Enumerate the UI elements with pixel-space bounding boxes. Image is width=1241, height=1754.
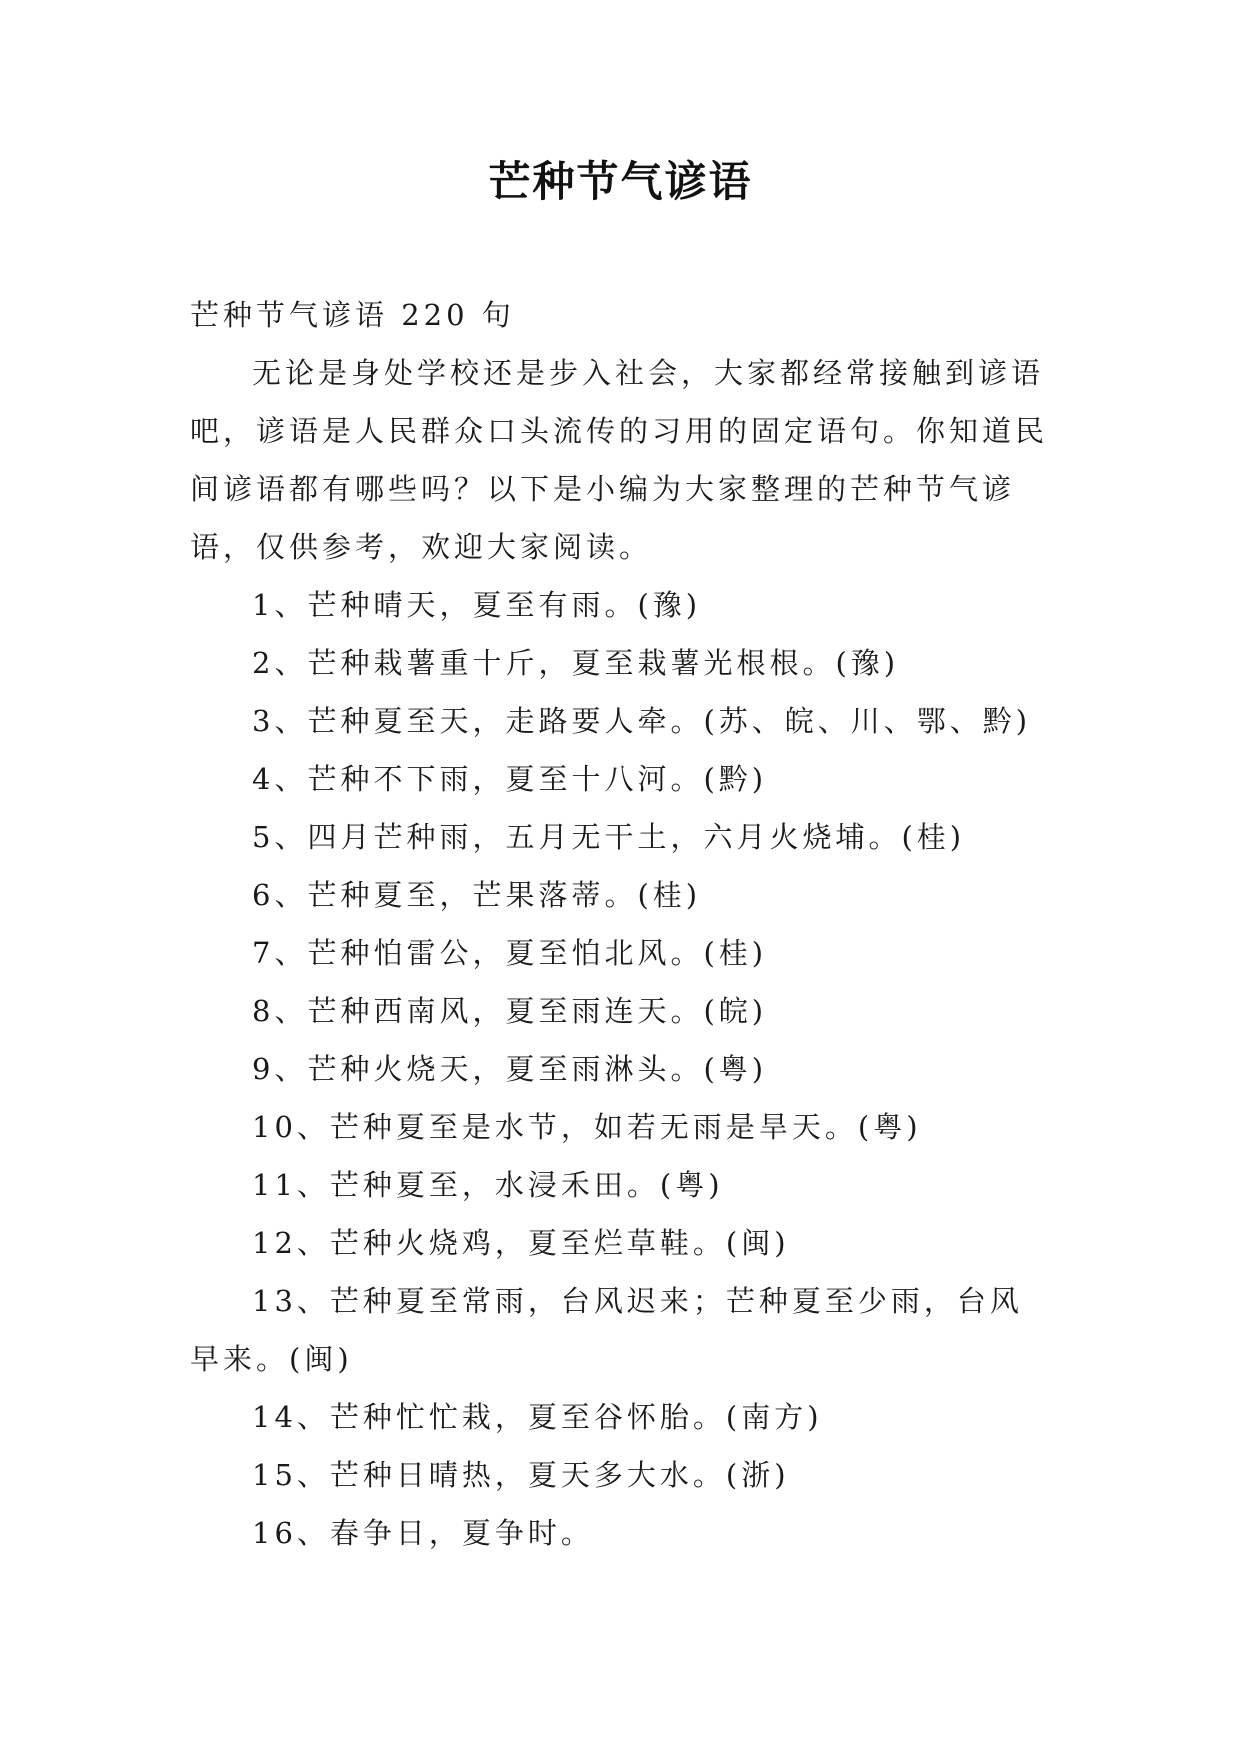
- saying-item: 3、芒种夏至天，走路要人牵。(苏、皖、川、鄂、黔): [252, 704, 1032, 738]
- saying-item: 1、芒种晴天，夏至有雨。(豫): [252, 588, 702, 622]
- saying-item: 6、芒种夏至，芒果落蒂。(桂): [252, 878, 702, 912]
- saying-item: 14、芒种忙忙栽，夏至谷怀胎。(南方): [252, 1400, 823, 1434]
- saying-item: 8、芒种西南风，夏至雨连天。(皖): [252, 994, 768, 1028]
- saying-item: 10、芒种夏至是水节，如若无雨是旱天。(粤): [252, 1110, 922, 1144]
- saying-item: 2、芒种栽薯重十斤，夏至栽薯光根根。(豫): [252, 646, 900, 680]
- intro-paragraph: 无论是身处学校还是步入社会，大家都经常接触到谚语吧，谚语是人民群众口头流传的习用的固定语句。你知道民间谚语都有哪些吗？以下是小编为大家整理的芒种节气谚语，仅供参考，欢迎大家阅读。: [190, 356, 1049, 564]
- saying-item: 12、芒种火烧鸡，夏至烂草鞋。(闽): [252, 1226, 790, 1260]
- saying-item: 11、芒种夏至，水浸禾田。(粤): [252, 1168, 724, 1202]
- saying-item: 5、四月芒种雨，五月无干土，六月火烧埔。(桂): [252, 820, 966, 854]
- document-title: 芒种节气谚语: [488, 157, 753, 206]
- document-body: [190, 286, 1050, 1562]
- saying-item: 4、芒种不下雨，夏至十八河。(黔): [252, 762, 768, 796]
- saying-item: 7、芒种怕雷公，夏至怕北风。(桂): [252, 936, 768, 970]
- saying-item: 9、芒种火烧天，夏至雨淋头。(粤): [252, 1052, 768, 1086]
- saying-item: 13、芒种夏至常雨，台风迟来；芒种夏至少雨，台风早来。(闽): [190, 1284, 1023, 1376]
- saying-item: 15、芒种日晴热，夏天多大水。(浙): [252, 1458, 790, 1492]
- saying-item: 16、春争日，夏争时。: [252, 1516, 594, 1550]
- document-subtitle: 芒种节气谚语 220 句: [190, 298, 515, 332]
